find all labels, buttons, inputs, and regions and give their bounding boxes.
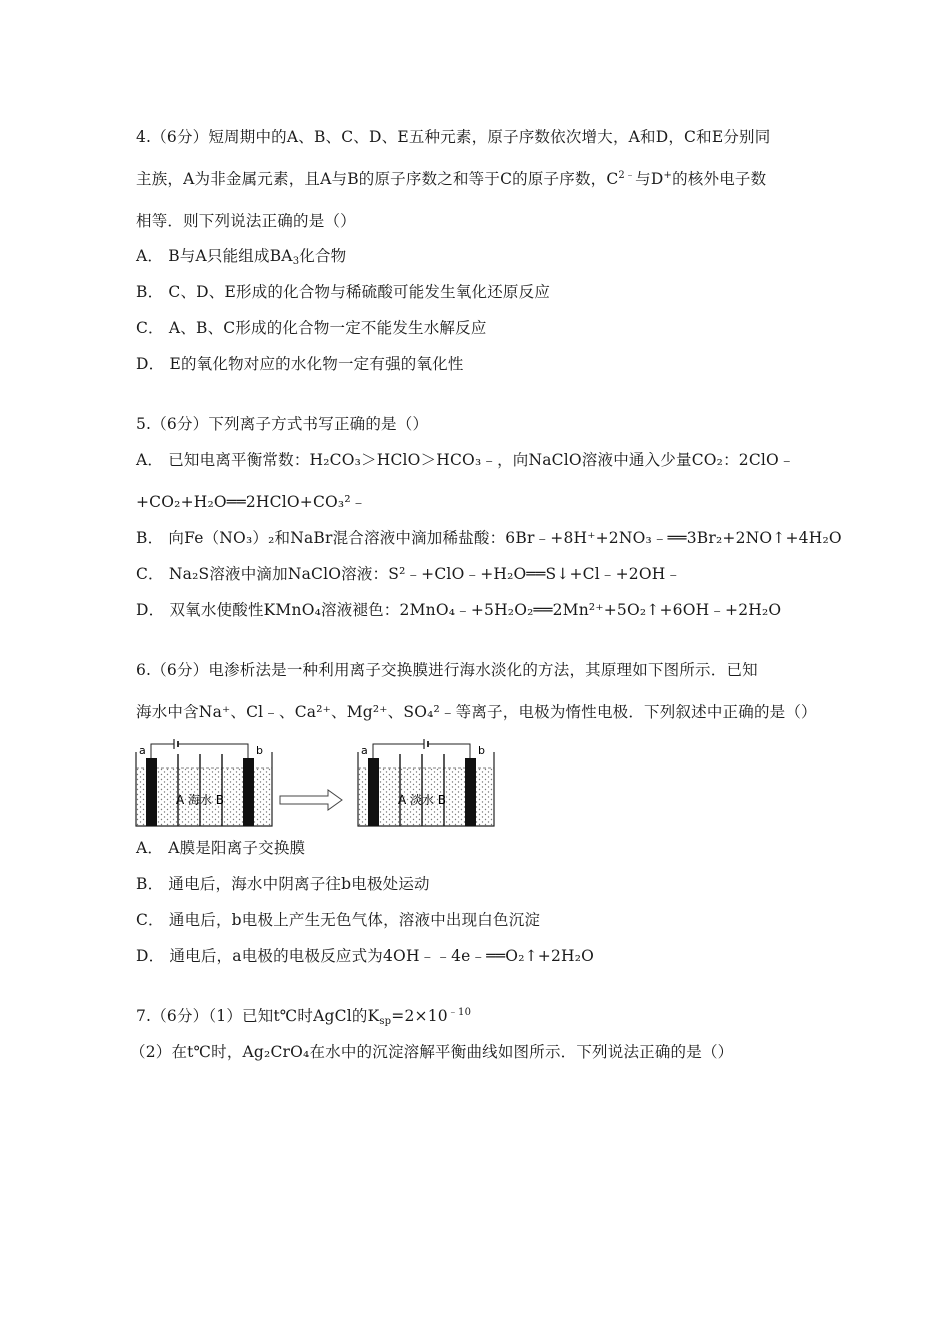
q4-stem-line2	[136, 169, 766, 189]
q6-option-a: A． A膜是阳离子交换膜	[136, 839, 306, 857]
q4-option-c: C． A、B、C形成的化合物一定不能发生水解反应	[136, 319, 487, 337]
q4-option-a-post: 化合物	[299, 247, 347, 265]
left-electrode-b	[243, 758, 254, 826]
q7-stem-line2: （2）在t℃时，Ag₂CrO₄在水中的沉淀溶解平衡曲线如图所示．下列说法正确的是（）	[130, 1043, 734, 1061]
q5-option-c: C． Na₂S溶液中滴加NaClO溶液：S²﹣+ClO﹣+H₂O══S↓+Cl﹣+2OH﹣	[136, 565, 682, 583]
left-wire-b	[178, 744, 248, 758]
right-electrode-a	[368, 758, 379, 826]
left-label-a: a	[139, 744, 146, 757]
q5-option-a-line1: A． 已知电离平衡常数：H₂CO₃＞HClO＞HCO₃﹣，向NaClO溶液中通入少量CO₂：2ClO﹣	[136, 451, 795, 469]
q6-stem-line2: 海水中含Na⁺、Cl﹣、Ca²⁺、Mg²⁺、SO₄²﹣等离子，电极为惰性电极．下列叙述中正确的是（）	[136, 703, 817, 721]
right-electrode-b	[465, 758, 476, 826]
process-arrow	[280, 790, 342, 810]
left-electrode-a	[146, 758, 157, 826]
q4-d: D	[650, 170, 664, 188]
q7-stem-line1	[136, 1006, 471, 1026]
q7-ksp-sub: sp	[379, 1016, 392, 1027]
electrodialysis-diagram	[130, 738, 500, 830]
q4-d-sup: +	[663, 170, 673, 181]
arrow-shape	[280, 790, 342, 810]
right-label-b: b	[478, 744, 485, 757]
q4-line2-mid: 与	[635, 170, 651, 188]
q4-c-ion	[606, 170, 635, 188]
q4-stem-line3: 相等．则下列说法正确的是（）	[136, 212, 356, 230]
q7-line1-post: =2×10	[391, 1007, 448, 1025]
q4-option-d: D． E的氧化物对应的水化物一定有强的氧化性	[136, 355, 464, 373]
q4-stem-line1: 4.（6分）短周期中的A、B、C、D、E五种元素，原子序数依次增大，A和D，C和E分别同	[136, 128, 771, 146]
q4-line2-text: 主族，A为非金属元素，且A与B的原子序数之和等于C的原子序数，	[136, 170, 607, 188]
q4-option-a-sub: 3	[292, 256, 300, 267]
left-cell-label: A 海水 B	[175, 793, 225, 807]
q6-stem-line1: 6.（6分）电渗析法是一种利用离子交换膜进行海水淡化的方法，其原理如下图所示．已知	[136, 661, 758, 679]
q5-option-d: D． 双氧水使酸性KMnO₄溶液褪色：2MnO₄﹣+5H₂O₂══2Mn²⁺+5O₂↑+6OH﹣+2H₂O	[136, 601, 782, 619]
q5-option-b: B． 向Fe（NO₃）₂和NaBr混合溶液中滴加稀盐酸：6Br﹣+8H⁺+2NO₃﹣══3Br₂+2NO↑+4H₂O	[136, 529, 842, 547]
q6-option-c: C． 通电后，b电极上产生无色气体，溶液中出现白色沉淀	[136, 911, 541, 929]
left-cell	[136, 739, 272, 826]
q4-c: C	[606, 170, 619, 188]
q4-c-sup: 2﹣	[618, 170, 636, 181]
q7-line1-pre: 7.（6分）（1）已知t℃时AgCl的K	[136, 1007, 380, 1025]
q5-stem: 5.（6分）下列离子方式书写正确的是（）	[136, 415, 429, 433]
q4-option-a	[136, 246, 346, 266]
q5-option-a-line2: +CO₂+H₂O══2HClO+CO₃²﹣	[136, 493, 367, 511]
left-wire-a	[151, 744, 174, 758]
electrodialysis-figure	[130, 738, 500, 830]
right-label-a: a	[361, 744, 368, 757]
q4-d-ion	[651, 170, 672, 188]
right-wire-a	[373, 744, 424, 758]
right-wire-b	[428, 744, 470, 758]
q4-line2-end: 的核外电子数	[672, 170, 767, 188]
q4-option-b: B． C、D、E形成的化合物与稀硫酸可能发生氧化还原反应	[136, 283, 551, 301]
q6-option-d: D． 通电后，a电极的电极反应式为4OH﹣﹣4e﹣══O₂↑+2H₂O	[136, 947, 595, 965]
right-cell-label: A 淡水 B	[397, 793, 447, 807]
left-label-b: b	[256, 744, 263, 757]
q6-option-b: B． 通电后，海水中阴离子往b电极处运动	[136, 875, 430, 893]
right-cell	[358, 739, 494, 826]
q7-exponent: ﹣10	[447, 1007, 472, 1018]
q4-option-a-pre: A． B与A只能组成BA	[136, 247, 293, 265]
